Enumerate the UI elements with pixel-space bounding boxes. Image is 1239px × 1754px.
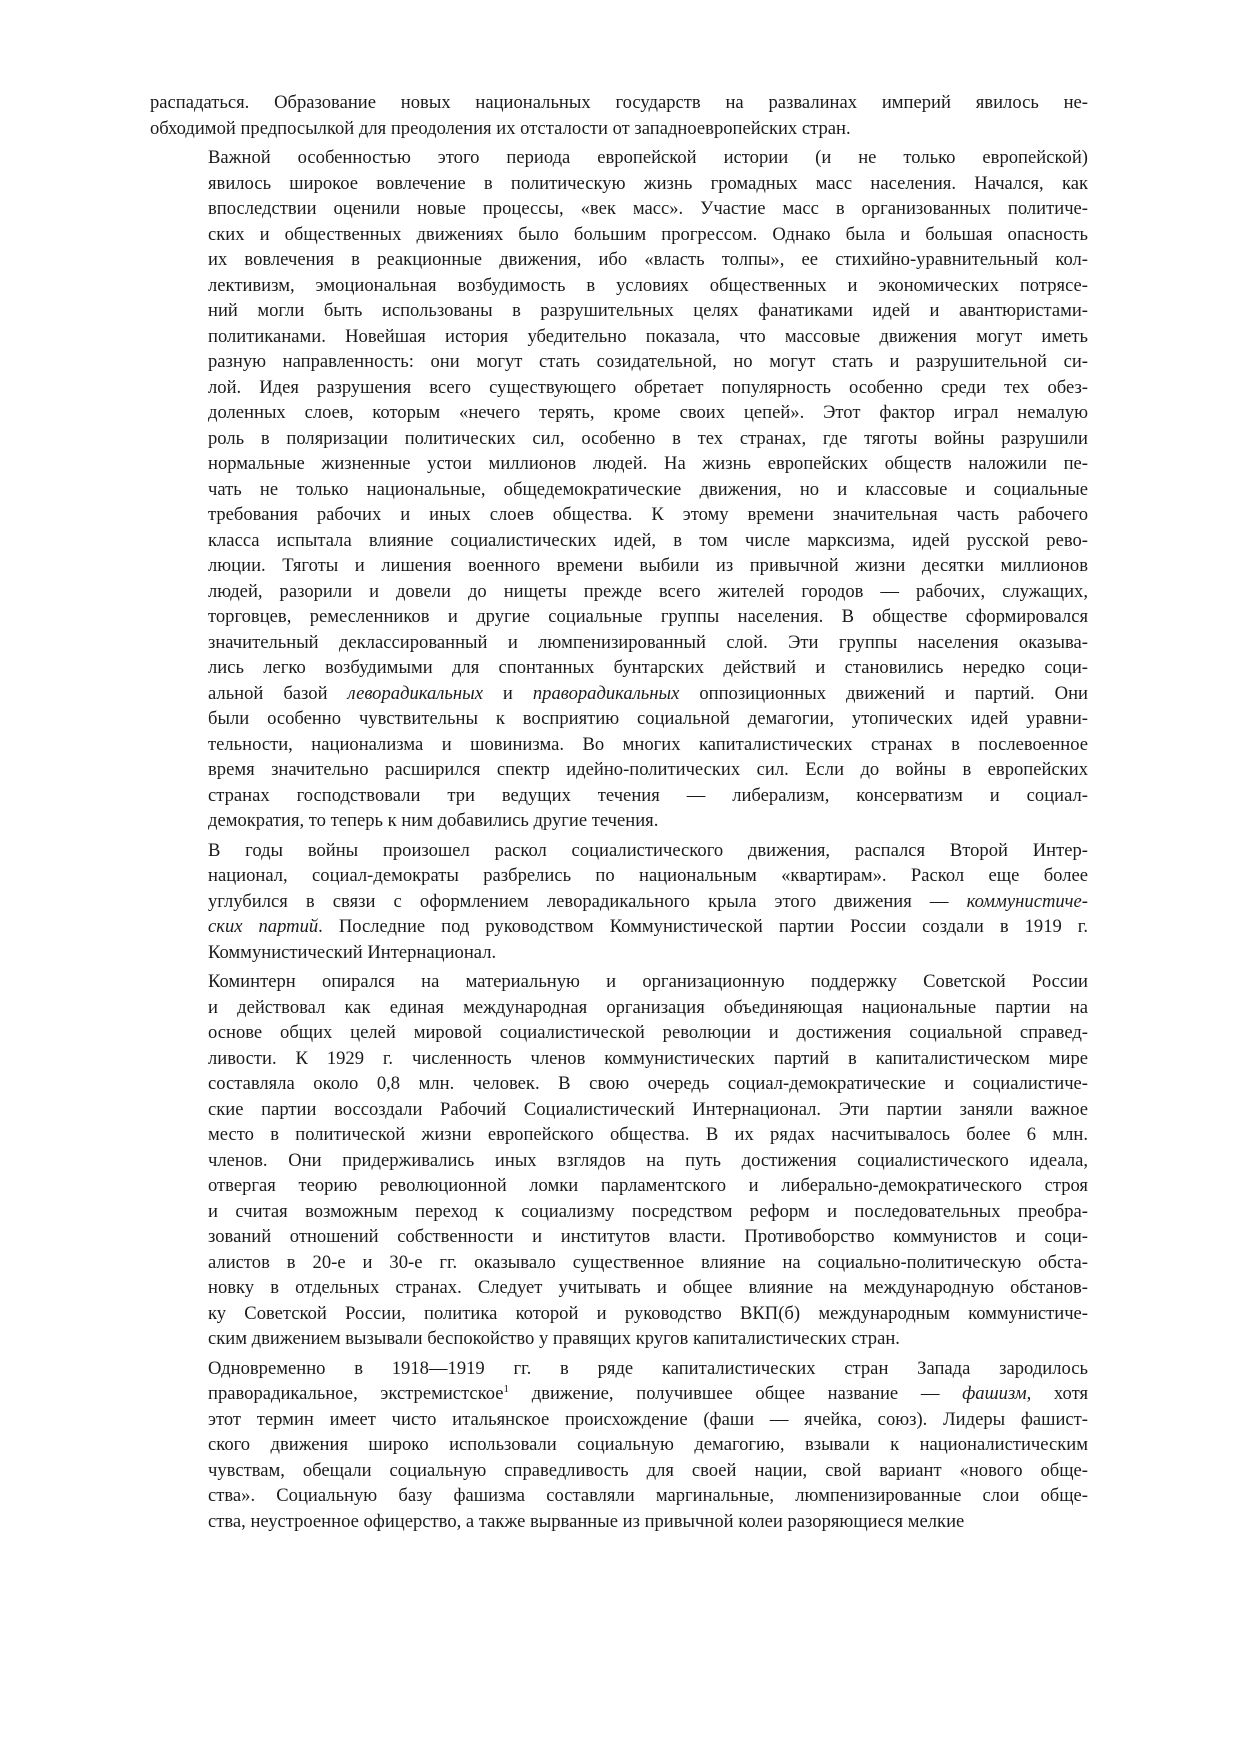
text-line	[150, 528, 1088, 554]
text-run: и	[482, 682, 533, 704]
text-line	[150, 426, 1088, 452]
text-run: лой. Идея разрушения всего существующего обретает популярность особенно среди тех обез-	[208, 376, 1088, 398]
text-run: национал, социал-демократы разбрелись по национальным «квартирам». Раскол еще более	[208, 865, 1088, 886]
text-line	[150, 90, 1088, 116]
text-line	[150, 1250, 1088, 1276]
paragraph	[150, 90, 1088, 141]
text-line	[150, 681, 1088, 707]
text-run: люции. Тяготы и лишения военного времени выбили из привычной жизни десятки миллионов	[208, 555, 1088, 576]
text-line	[150, 1356, 1088, 1382]
text-line	[150, 1483, 1088, 1509]
text-run: явилось широкое вовлечение в политическую жизнь громадных масс населения. Начался, как	[208, 172, 1088, 194]
paragraph	[150, 1356, 1088, 1535]
document-page	[150, 90, 1088, 1538]
text-run: и считая возможным переход к социализму посредством реформ и последовательных преобра-	[208, 1200, 1088, 1222]
text-line	[150, 1122, 1088, 1148]
text-run: обходимой предпосылкой для преодоления их отсталости от западноевропейских стран.	[150, 117, 851, 139]
text-line	[150, 579, 1088, 605]
text-run: политиканами. Новейшая история убедительно показала, что массовые движения могут иметь	[208, 325, 1088, 347]
text-line	[150, 1046, 1088, 1072]
text-run: были особенно чувствительны к восприятию социальной демагогии, утопических идей уравни-	[208, 708, 1088, 729]
text-line	[150, 1432, 1088, 1458]
footnote-marker: 1	[503, 1382, 510, 1395]
text-run: . Последние под руководством Коммунистической партии России создали в 1919 г.	[318, 916, 1088, 937]
text-line	[150, 1301, 1088, 1327]
italic-term: леворадикальных	[347, 682, 483, 704]
text-run: праворадикальное, экстремистское	[208, 1383, 504, 1404]
text-run: основе общих целей мировой социалистической революции и достижения социальной справед-	[208, 1022, 1088, 1043]
text-line	[150, 940, 1088, 966]
paragraph	[150, 145, 1088, 834]
italic-term: ских партий	[208, 916, 319, 937]
text-line	[150, 171, 1088, 197]
text-line	[150, 116, 1088, 142]
text-run: доленных слоев, которым «нечего терять, кроме своих цепей». Этот фактор играл немалую	[208, 402, 1088, 423]
text-run: тельности, национализма и шовинизма. Во многих капиталистических странах в послевоенное	[208, 733, 1088, 755]
text-run: значительный деклассированный и люмпенизированный слой. Эти группы населения оказыва-	[208, 631, 1088, 653]
text-line	[150, 995, 1088, 1021]
text-run: место в политической жизни европейского общества. В их рядах насчитывалось более 6 млн.	[208, 1124, 1088, 1145]
text-line	[150, 838, 1088, 864]
text-run: их вовлечения в реакционные движения, ибо «власть толпы», ее стихийно-уравнительный кол-	[208, 249, 1088, 270]
text-run: зований отношений собственности и институтов власти. Противоборство коммунистов и соци-	[208, 1226, 1088, 1247]
text-line	[150, 349, 1088, 375]
text-run: нормальные жизненные устои миллионов людей. На жизнь европейских обществ наложили пе-	[208, 453, 1088, 474]
text-run: В годы войны произошел раскол социалистического движения, распался Второй Интер-	[208, 839, 1088, 861]
text-run: ства, неустроенное офицерство, а также вырванные из привычной колеи разоряющиеся мелкие	[208, 1510, 965, 1532]
text-line	[150, 1071, 1088, 1097]
text-line	[150, 655, 1088, 681]
text-line	[150, 969, 1088, 995]
text-run: роль в поляризации политических сил, особенно в тех странах, где тяготы войны разрушили	[208, 427, 1088, 449]
text-line	[150, 863, 1088, 889]
text-run: новку в отдельных странах. Следует учитывать и общее влияние на международную обстанов-	[208, 1277, 1088, 1298]
text-run: время значительно расширился спектр идейно-политических сил. Если до войны в европейских	[208, 759, 1088, 780]
text-run: странах господствовали три ведущих течения — либерализм, консерватизм и социал-	[208, 784, 1088, 806]
text-run: ским движением вызывали беспокойство у правящих кругов капиталистических стран.	[208, 1328, 900, 1349]
text-run: разную направленность: они могут стать созидательной, но могут стать и разрушительной си-	[208, 351, 1088, 372]
text-line	[150, 630, 1088, 656]
text-line	[150, 1407, 1088, 1433]
text-run: отвергая теорию революционной ломки парламентского и либерально-демократического строя	[208, 1175, 1088, 1196]
text-run: ку Советской России, политика которой и руководство ВКП(б) международным коммунистиче-	[208, 1302, 1088, 1324]
italic-term: коммунистиче-	[966, 890, 1088, 912]
text-line	[150, 477, 1088, 503]
text-line	[150, 1381, 1088, 1407]
text-line	[150, 1199, 1088, 1225]
text-run: класса испытала влияние социалистических идей, в том числе марксизма, идей русской рево-	[208, 529, 1088, 551]
text-run: и действовал как единая международная организация объединяющая национальные партии на	[208, 996, 1088, 1018]
text-line	[150, 783, 1088, 809]
text-line	[150, 375, 1088, 401]
text-run: ства». Социальную базу фашизма составляли маргинальные, люмпенизированные слои обще-	[208, 1485, 1088, 1506]
text-run: алистов в 20-е и 30-е гг. оказывало существенное влияние на социально-политическую обста-	[208, 1251, 1088, 1273]
text-line	[150, 604, 1088, 630]
paragraph	[150, 969, 1088, 1352]
italic-term: праворадикальных	[532, 682, 680, 704]
text-line	[150, 222, 1088, 248]
text-run: впоследствии оценили новые процессы, «век масс». Участие масс в организованных политиче-	[208, 198, 1088, 219]
text-line	[150, 808, 1088, 834]
text-run: ского движения широко использовали социальную демагогию, взывали к националистическим	[208, 1434, 1088, 1455]
text-run: лективизм, эмоциональная возбудимость в условиях общественных и экономических потрясе-	[208, 274, 1088, 296]
text-run: составляла около 0,8 млн. человек. В свою очередь социал-демократические и социалистиче-	[208, 1073, 1088, 1094]
text-line	[150, 706, 1088, 732]
text-run: оппозиционных движений и партий. Они	[679, 682, 1089, 704]
italic-term: фашизм	[962, 1383, 1027, 1404]
text-line	[150, 1509, 1088, 1535]
text-line	[150, 247, 1088, 273]
text-run: ливости. К 1929 г. численность членов коммунистических партий в капиталистическом мире	[208, 1047, 1088, 1069]
text-line	[150, 553, 1088, 579]
text-run: распадаться. Образование новых национальных государств на развалинах империй явилось не-	[150, 92, 1088, 113]
text-line	[150, 1275, 1088, 1301]
text-run: демократия, то теперь к ним добавились другие течения.	[208, 810, 659, 831]
text-run: членов. Они придерживались иных взглядов на путь достижения социалистического идеала,	[208, 1149, 1088, 1171]
text-line	[150, 732, 1088, 758]
text-run: торговцев, ремесленников и другие социальные группы населения. В обществе сформировался	[208, 606, 1088, 627]
text-run: , хотя	[1026, 1383, 1089, 1404]
text-line	[150, 400, 1088, 426]
text-run: альной базой	[208, 682, 348, 704]
text-run: углубился в связи с оформлением леворадикального крыла этого движения —	[208, 890, 967, 912]
text-line	[150, 1458, 1088, 1484]
text-line	[150, 298, 1088, 324]
text-run: Коммунистический Интернационал.	[208, 941, 497, 963]
text-run: ские партии воссоздали Рабочий Социалистический Интернационал. Эти партии заняли важное	[208, 1098, 1088, 1120]
text-run: Одновременно в 1918—1919 гг. в ряде капиталистических стран Запада зародилось	[208, 1357, 1088, 1379]
text-line	[150, 1173, 1088, 1199]
text-run: людей, разорили и довели до нищеты прежде всего жителей городов — рабочих, служащих,	[208, 580, 1088, 602]
text-line	[150, 1148, 1088, 1174]
text-run: Коминтерн опирался на материальную и организационную поддержку Советской России	[208, 971, 1088, 992]
text-line	[150, 145, 1088, 171]
text-line	[150, 757, 1088, 783]
text-line	[150, 451, 1088, 477]
text-run: лись легко возбудимыми для спонтанных бунтарских действий и становились нередко соци-	[208, 657, 1088, 678]
text-run: движение, получившее общее название —	[509, 1383, 963, 1404]
text-line	[150, 889, 1088, 915]
text-line	[150, 1224, 1088, 1250]
text-run: этот термин имеет чисто итальянское происхождение (фаши — ячейка, союз). Лидеры фашист-	[208, 1408, 1088, 1430]
text-run: Важной особенностью этого периода европейской истории (и не только европейской)	[208, 147, 1088, 168]
text-run: требования рабочих и иных слоев общества. К этому времени значительная часть рабочего	[208, 504, 1088, 525]
text-run: чать не только национальные, общедемократические движения, но и классовые и социальные	[208, 478, 1088, 500]
paragraph	[150, 838, 1088, 966]
text-line	[150, 1326, 1088, 1352]
text-line	[150, 324, 1088, 350]
text-line	[150, 1020, 1088, 1046]
text-run: чувствам, обещали социальную справедливость для своей нации, свой вариант «нового обще-	[208, 1459, 1088, 1481]
text-line	[150, 1097, 1088, 1123]
text-line	[150, 914, 1088, 940]
text-line	[150, 196, 1088, 222]
text-run: ний могли быть использованы в разрушительных целях фанатиками идей и авантюристами-	[208, 300, 1088, 321]
text-line	[150, 273, 1088, 299]
text-line	[150, 502, 1088, 528]
text-run: ских и общественных движениях было большим прогрессом. Однако была и большая опасность	[208, 223, 1088, 245]
